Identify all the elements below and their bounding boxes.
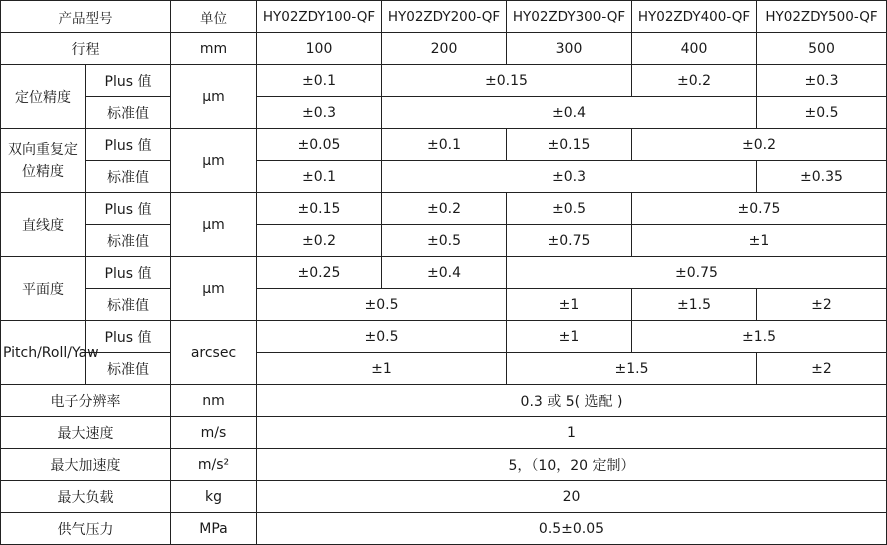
max-accel-row <box>1 449 887 481</box>
value-cell: ±0.5 <box>507 193 632 225</box>
value-cell: ±0.2 <box>632 129 887 161</box>
header-model: HY02ZDY300-QF <box>507 1 632 33</box>
plus-label: Plus 值 <box>86 257 171 289</box>
bidirectional-label: 双向重复定位精度 <box>1 129 86 193</box>
value-cell: ±0.4 <box>382 257 507 289</box>
plus-label: Plus 值 <box>86 65 171 97</box>
value-cell: ±0.15 <box>507 129 632 161</box>
straightness-plus-row <box>1 193 887 225</box>
straightness-standard-row <box>1 225 887 257</box>
value-cell: ±0.75 <box>507 225 632 257</box>
value-cell: ±0.15 <box>382 65 632 97</box>
max-accel-label: 最大加速度 <box>1 449 171 481</box>
header-name: 产品型号 <box>1 1 171 33</box>
value-cell: ±1 <box>507 321 632 353</box>
bidirectional-plus-row <box>1 129 887 161</box>
value-cell: ±0.35 <box>757 161 887 193</box>
value-cell: ±0.1 <box>257 161 382 193</box>
flatness-unit: μm <box>171 257 257 321</box>
value-cell: ±0.1 <box>257 65 382 97</box>
value-cell: ±1 <box>632 225 887 257</box>
value-cell: ±0.4 <box>382 97 757 129</box>
value-cell: ±0.05 <box>257 129 382 161</box>
standard-label: 标准值 <box>86 97 171 129</box>
plus-label: Plus 值 <box>86 193 171 225</box>
value-cell: ±0.5 <box>382 225 507 257</box>
value-cell: ±0.2 <box>257 225 382 257</box>
value-cell: ±0.1 <box>382 129 507 161</box>
bidirectional-standard-row <box>1 161 887 193</box>
value-cell: ±2 <box>757 289 887 321</box>
air-pressure-value: 0.5±0.05 <box>257 513 887 545</box>
value-cell: ±0.15 <box>257 193 382 225</box>
positioning-plus-row <box>1 65 887 97</box>
resolution-unit: nm <box>171 385 257 417</box>
header-unit: 单位 <box>171 1 257 33</box>
max-speed-value: 1 <box>257 417 887 449</box>
max-accel-value: 5，（10，20 定制） <box>257 449 887 481</box>
stroke-value: 200 <box>382 33 507 65</box>
stroke-label: 行程 <box>1 33 171 65</box>
positioning-standard-row <box>1 97 887 129</box>
bidirectional-unit: μm <box>171 129 257 193</box>
standard-label: 标准值 <box>86 225 171 257</box>
header-model: HY02ZDY100-QF <box>257 1 382 33</box>
stroke-row <box>1 33 887 65</box>
max-speed-unit: m/s <box>171 417 257 449</box>
value-cell: ±0.5 <box>257 321 507 353</box>
straightness-label: 直线度 <box>1 193 86 257</box>
positioning-unit: μm <box>171 65 257 129</box>
flatness-plus-row <box>1 257 887 289</box>
max-load-label: 最大负载 <box>1 481 171 513</box>
plus-label: Plus 值 <box>86 321 171 353</box>
header-model: HY02ZDY200-QF <box>382 1 507 33</box>
pry-unit: arcsec <box>171 321 257 385</box>
resolution-value: 0.3 或 5( 选配 ) <box>257 385 887 417</box>
pry-standard-row <box>1 353 887 385</box>
air-pressure-unit: MPa <box>171 513 257 545</box>
value-cell: ±0.5 <box>257 289 507 321</box>
flatness-standard-row <box>1 289 887 321</box>
value-cell: ±0.75 <box>507 257 887 289</box>
pry-plus-row <box>1 321 887 353</box>
air-pressure-row <box>1 513 887 545</box>
value-cell: ±1.5 <box>507 353 757 385</box>
value-cell: ±0.5 <box>757 97 887 129</box>
stroke-value: 500 <box>757 33 887 65</box>
header-model: HY02ZDY400-QF <box>632 1 757 33</box>
value-cell: ±0.25 <box>257 257 382 289</box>
plus-label: Plus 值 <box>86 129 171 161</box>
stroke-value: 300 <box>507 33 632 65</box>
stroke-unit: mm <box>171 33 257 65</box>
stroke-value: 100 <box>257 33 382 65</box>
pry-label: Pitch/Roll/Yaw <box>1 321 86 385</box>
max-speed-label: 最大速度 <box>1 417 171 449</box>
max-speed-row <box>1 417 887 449</box>
value-cell: ±0.2 <box>382 193 507 225</box>
value-cell: ±0.75 <box>632 193 887 225</box>
value-cell: ±0.3 <box>382 161 757 193</box>
header-row <box>1 1 887 33</box>
straightness-unit: μm <box>171 193 257 257</box>
positioning-label: 定位精度 <box>1 65 86 129</box>
stroke-value: 400 <box>632 33 757 65</box>
resolution-row <box>1 385 887 417</box>
standard-label: 标准值 <box>86 353 171 385</box>
value-cell: ±2 <box>757 353 887 385</box>
value-cell: ±0.3 <box>757 65 887 97</box>
max-accel-unit: m/s² <box>171 449 257 481</box>
value-cell: ±0.3 <box>257 97 382 129</box>
standard-label: 标准值 <box>86 161 171 193</box>
max-load-row <box>1 481 887 513</box>
resolution-label: 电子分辨率 <box>1 385 171 417</box>
air-pressure-label: 供气压力 <box>1 513 171 545</box>
max-load-value: 20 <box>257 481 887 513</box>
header-model: HY02ZDY500-QF <box>757 1 887 33</box>
flatness-label: 平面度 <box>1 257 86 321</box>
value-cell: ±1 <box>507 289 632 321</box>
value-cell: ±1.5 <box>632 289 757 321</box>
max-load-unit: kg <box>171 481 257 513</box>
value-cell: ±0.2 <box>632 65 757 97</box>
standard-label: 标准值 <box>86 289 171 321</box>
value-cell: ±1 <box>257 353 507 385</box>
value-cell: ±1.5 <box>632 321 887 353</box>
